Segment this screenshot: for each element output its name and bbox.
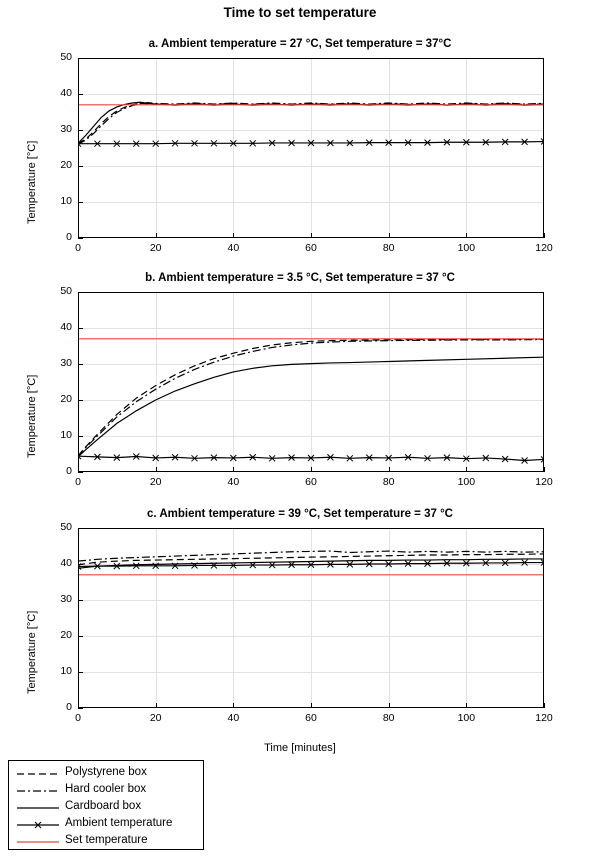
legend <box>8 760 204 850</box>
series-layer <box>0 272 600 512</box>
series-layer <box>0 38 600 278</box>
legend-item <box>9 782 205 800</box>
x-tick-label: 60 <box>305 242 317 254</box>
y-tick-label: 30 <box>60 357 72 369</box>
legend-swatch <box>15 833 61 851</box>
legend-item <box>9 799 205 817</box>
y-tick-label: 10 <box>60 665 72 677</box>
legend-label: Polystyrene box <box>65 766 147 778</box>
x-tick-label: 40 <box>227 476 240 488</box>
y-tick-label: 20 <box>60 159 72 171</box>
y-axis-label: Temperature [°C] <box>26 140 38 224</box>
x-tick-label: 0 <box>75 712 81 724</box>
x-tick-label: 20 <box>149 242 162 254</box>
series-line <box>78 103 544 145</box>
y-tick-label: 20 <box>60 393 72 405</box>
x-tick-label: 100 <box>457 242 476 254</box>
figure-title: Time to set temperature <box>223 5 377 20</box>
y-tick-label: 40 <box>60 321 72 333</box>
y-tick-label: 10 <box>60 429 72 441</box>
y-tick-label: 40 <box>60 87 72 99</box>
x-tick-label: 0 <box>75 476 81 488</box>
legend-swatch <box>15 765 61 783</box>
chart-panel <box>0 272 600 512</box>
legend-label: Cardboard box <box>65 800 142 812</box>
y-tick-label: 30 <box>60 593 72 605</box>
series-line <box>78 340 544 457</box>
panel-title: b. Ambient temperature = 3.5 °C, Set temperature = 37 °C <box>145 272 455 284</box>
x-tick-label: 0 <box>75 242 81 254</box>
legend-item <box>9 833 205 851</box>
y-tick-label: 0 <box>66 231 72 243</box>
y-tick-label: 0 <box>66 465 72 477</box>
series-line <box>78 339 544 456</box>
x-tick-label: 80 <box>382 242 395 254</box>
x-tick-label: 20 <box>149 476 162 488</box>
legend-item <box>9 816 205 834</box>
x-tick-label: 100 <box>457 712 476 724</box>
x-tick-label: 120 <box>535 712 553 724</box>
x-tick-label: 100 <box>457 476 476 488</box>
legend-swatch <box>15 816 61 834</box>
chart-panel <box>0 38 600 278</box>
series-line <box>78 103 544 143</box>
panel-title: c. Ambient temperature = 39 °C, Set temperature = 37 °C <box>147 508 453 520</box>
legend-swatch <box>15 782 61 800</box>
x-tick-label: 60 <box>305 712 317 724</box>
y-tick-label: 50 <box>60 51 72 63</box>
legend-label: Set temperature <box>65 834 148 846</box>
y-tick-label: 50 <box>60 521 72 533</box>
chart-panel <box>0 508 600 748</box>
legend-label: Hard cooler box <box>65 783 147 795</box>
x-tick-label: 20 <box>149 712 162 724</box>
y-tick-label: 0 <box>66 701 72 713</box>
y-axis-label: Temperature [°C] <box>26 374 38 458</box>
x-tick-label: 80 <box>382 712 395 724</box>
x-tick-label: 120 <box>535 242 553 254</box>
x-tick-label: 120 <box>535 476 553 488</box>
panel-title: a. Ambient temperature = 27 °C, Set temperature = 37°C <box>148 38 452 50</box>
y-tick-label: 50 <box>60 285 72 297</box>
legend-swatch <box>15 799 61 817</box>
series-line <box>78 357 544 457</box>
series-layer <box>0 508 600 748</box>
y-tick-label: 40 <box>60 557 72 569</box>
y-tick-label: 30 <box>60 123 72 135</box>
x-axis-label: Time [minutes] <box>264 742 336 754</box>
legend-item <box>9 765 205 783</box>
x-tick-label: 60 <box>305 476 317 488</box>
y-tick-label: 20 <box>60 629 72 641</box>
x-tick-label: 80 <box>382 476 395 488</box>
legend-label: Ambient temperature <box>65 817 173 829</box>
y-tick-label: 10 <box>60 195 72 207</box>
x-tick-label: 40 <box>227 242 240 254</box>
series-line <box>78 102 544 143</box>
y-axis-label: Temperature [°C] <box>26 610 38 694</box>
x-tick-label: 40 <box>227 712 240 724</box>
